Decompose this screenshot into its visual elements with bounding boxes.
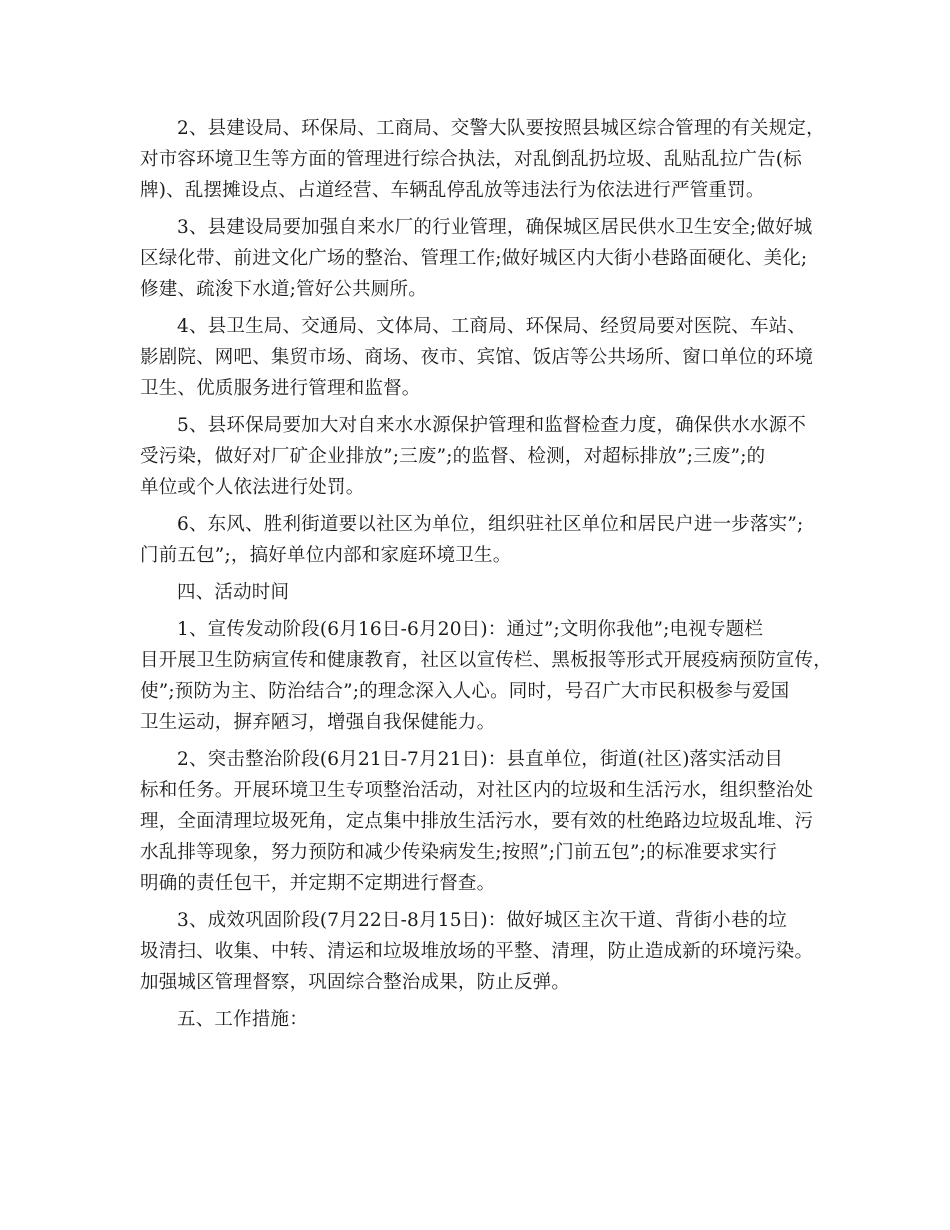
paragraph	[140, 577, 830, 608]
text-line: 对市容环境卫生等方面的管理进行综合执法，对乱倒乱扔垃圾、乱贴乱拉广告(标	[140, 149, 802, 170]
text-line: 5、县环保局要加大对自来水水源保护管理和监督检查力度，确保供水水源不	[177, 415, 807, 436]
paragraph	[140, 113, 830, 206]
text-line: 单位或个人依法进行处罚。	[140, 477, 365, 498]
paragraph	[140, 905, 830, 998]
text-line: 4、县卫生局、交通局、文体局、工商局、环保局、经贸局要对医院、车站、	[177, 316, 807, 337]
paragraph	[140, 1004, 830, 1035]
document-body	[140, 113, 830, 1041]
text-line: 卫生运动，摒弃陋习，增强自我保健能力。	[140, 712, 496, 733]
text-line: 卫生、优质服务进行管理和监督。	[140, 378, 421, 399]
paragraph	[140, 311, 830, 404]
text-line: 3、成效巩固阶段(7月22日-8月15日)：做好城区主次干道、背街小巷的垃	[177, 910, 787, 931]
text-line: 圾清扫、收集、中转、清运和垃圾堆放场的平整、清理，防止造成新的环境污染。	[140, 941, 814, 962]
text-line: 2、突击整治阶段(6月21日-7月21日)：县直单位，街道(社区)落实活动目	[177, 749, 784, 770]
text-line: 2、县建设局、环保局、工商局、交警大队要按照县城区综合管理的有关规定，	[177, 118, 825, 139]
paragraph	[140, 212, 830, 305]
text-line: 牌)、乱摆摊设点、占道经营、车辆乱停乱放等违法行为依法进行严管重罚。	[140, 180, 765, 201]
text-line: 明确的责任包干，并定期不定期进行督查。	[140, 873, 496, 894]
text-line: 受污染，做好对厂矿企业排放”;三废”;的监督、检测，对超标排放”;三废”;的	[140, 446, 766, 467]
text-line: 水乱排等现象，努力预防和减少传染病发生;按照”;门前五包”;的标准要求实行	[140, 842, 778, 863]
text-line: 3、县建设局要加强自来水厂的行业管理，确保城区居民供水卫生安全;做好城	[177, 217, 813, 238]
paragraph	[140, 509, 830, 571]
text-line: 目开展卫生防病宣传和健康教育，社区以宣传栏、黑板报等形式开展疫病预防宣传，	[140, 650, 832, 671]
text-line: 四、活动时间	[177, 582, 290, 603]
text-line: 五、工作措施：	[177, 1009, 308, 1030]
text-line: 使”;预防为主、防治结合”;的理念深入人心。同时，号召广大市民积极参与爱国	[140, 681, 790, 702]
text-line: 6、东风、胜利街道要以社区为单位，组织驻社区单位和居民户进一步落实”;	[177, 514, 804, 535]
paragraph	[140, 410, 830, 503]
text-line: 门前五包”;，搞好单位内部和家庭环境卫生。	[140, 545, 512, 566]
text-line: 区绿化带、前进文化广场的整治、管理工作;做好城区内大街小巷路面硬化、美化;	[140, 248, 808, 269]
text-line: 理，全面清理垃圾死角，定点集中排放生活污水，要有效的杜绝路边垃圾乱堆、污	[140, 811, 814, 832]
text-line: 标和任务。开展环境卫生专项整治活动，对社区内的垃圾和生活污水，组织整治处	[140, 780, 814, 801]
paragraph	[140, 614, 830, 738]
text-line: 加强城区管理督察，巩固综合整治成果，防止反弹。	[140, 972, 571, 993]
text-line: 修建、疏浚下水道;管好公共厕所。	[140, 279, 427, 300]
text-line: 1、宣传发动阶段(6月16日-6月20日)：通过”;文明你我他”;电视专题栏	[177, 619, 764, 640]
text-line: 影剧院、网吧、集贸市场、商场、夜市、宾馆、饭店等公共场所、窗口单位的环境	[140, 347, 814, 368]
paragraph	[140, 744, 830, 899]
